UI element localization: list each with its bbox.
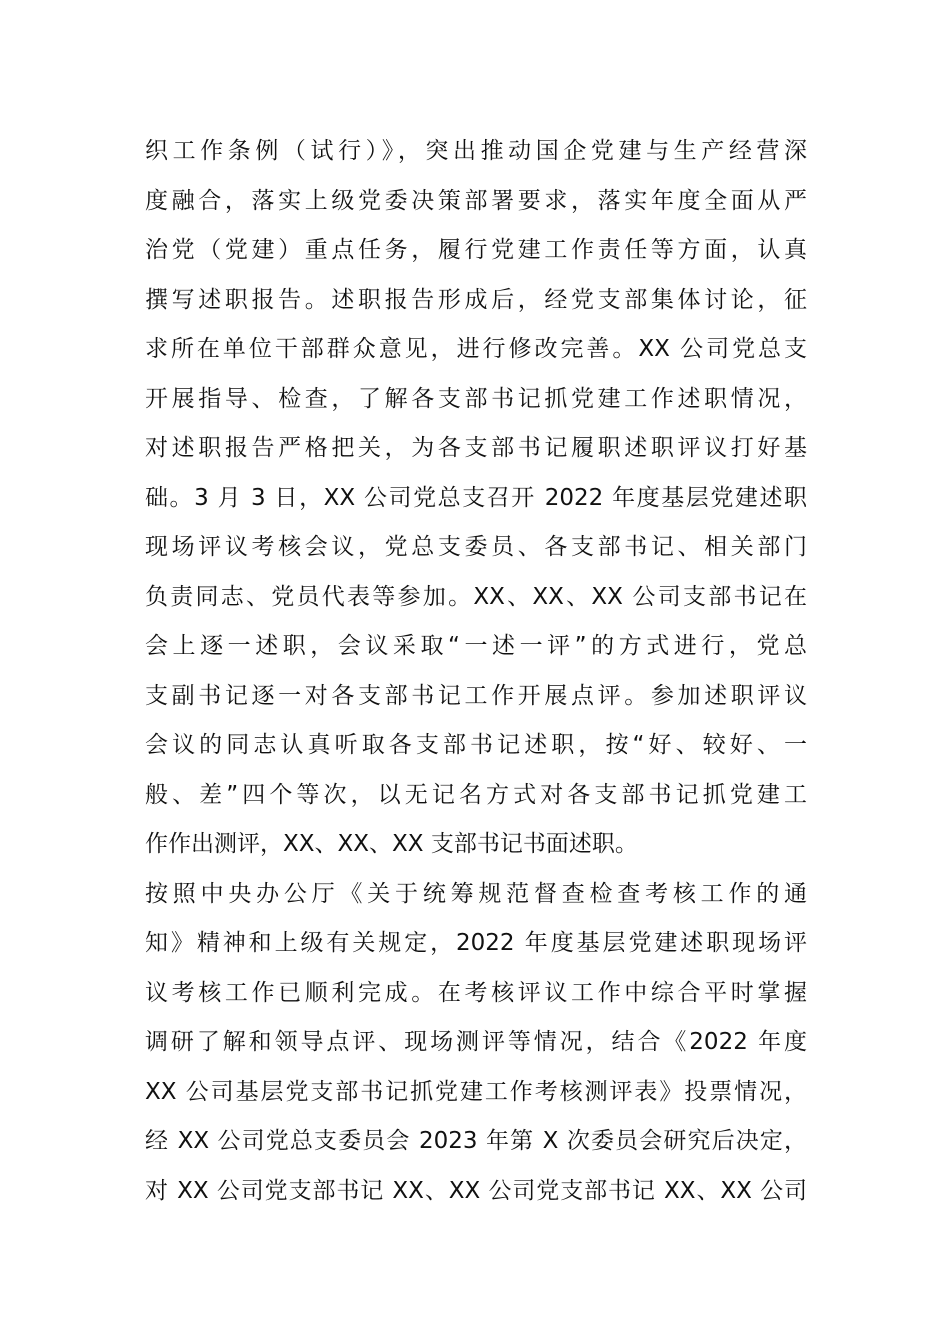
document-body: [145, 127, 807, 1216]
text-line: 会议的同志认真听取各支部书记述职，按“好、较好、一: [145, 732, 807, 758]
text-line: 开展指导、检查，了解各支部书记抓党建工作述职情况，: [145, 385, 807, 412]
text-line: 织工作条例（试行）》，突出推动国企党建与生产经营深: [145, 138, 807, 164]
paragraph-1: [145, 127, 807, 870]
text-line: 按照中央办公厅《关于统筹规范督查检查考核工作的通: [145, 880, 807, 907]
text-line: 会上逐一述职，会议采取“一述一评”的方式进行，党总: [145, 633, 807, 659]
text-line: 求所在单位干部群众意见，进行修改完善。XX 公司党总支: [145, 336, 807, 362]
text-line: 知》精神和上级有关规定，2022 年度基层党建述职现场评: [145, 930, 807, 956]
text-line: 础。3 月 3 日，XX 公司党总支召开 2022 年度基层党建述职: [145, 484, 807, 511]
text-line: 般、差”四个等次，以无记名方式对各支部书记抓党建工: [145, 781, 807, 808]
text-line: 调研了解和领导点评、现场测评等情况，结合《2022 年度: [145, 1029, 807, 1055]
text-line: 对述职报告严格把关，为各支部书记履职述职评议打好基: [145, 435, 807, 461]
text-line: XX 公司基层党支部书记抓党建工作考核测评表》投票情况，: [145, 1078, 807, 1105]
text-line: 作作出测评，XX、XX、XX 支部书记书面述职。: [145, 831, 638, 857]
text-line: 对 XX 公司党支部书记 XX、XX 公司党支部书记 XX、XX 公司: [145, 1177, 807, 1204]
text-line: 议考核工作已顺利完成。在考核评议工作中综合平时掌握: [145, 979, 807, 1006]
text-line: 度融合，落实上级党委决策部署要求，落实年度全面从严: [145, 187, 807, 214]
text-line: 现场评议考核会议，党总支委员、各支部书记、相关部门: [145, 534, 807, 560]
text-line: 治党（党建）重点任务，履行党建工作责任等方面，认真: [145, 237, 807, 263]
text-line: 撰写述职报告。述职报告形成后，经党支部集体讨论，征: [145, 286, 807, 313]
paragraph-2: [145, 870, 807, 1217]
text-line: 负责同志、党员代表等参加。XX、XX、XX 公司支部书记在: [145, 583, 807, 610]
text-line: 经 XX 公司党总支委员会 2023 年第 X 次委员会研究后决定，: [145, 1128, 807, 1154]
text-line: 支副书记逐一对各支部书记工作开展点评。参加述职评议: [145, 682, 807, 709]
